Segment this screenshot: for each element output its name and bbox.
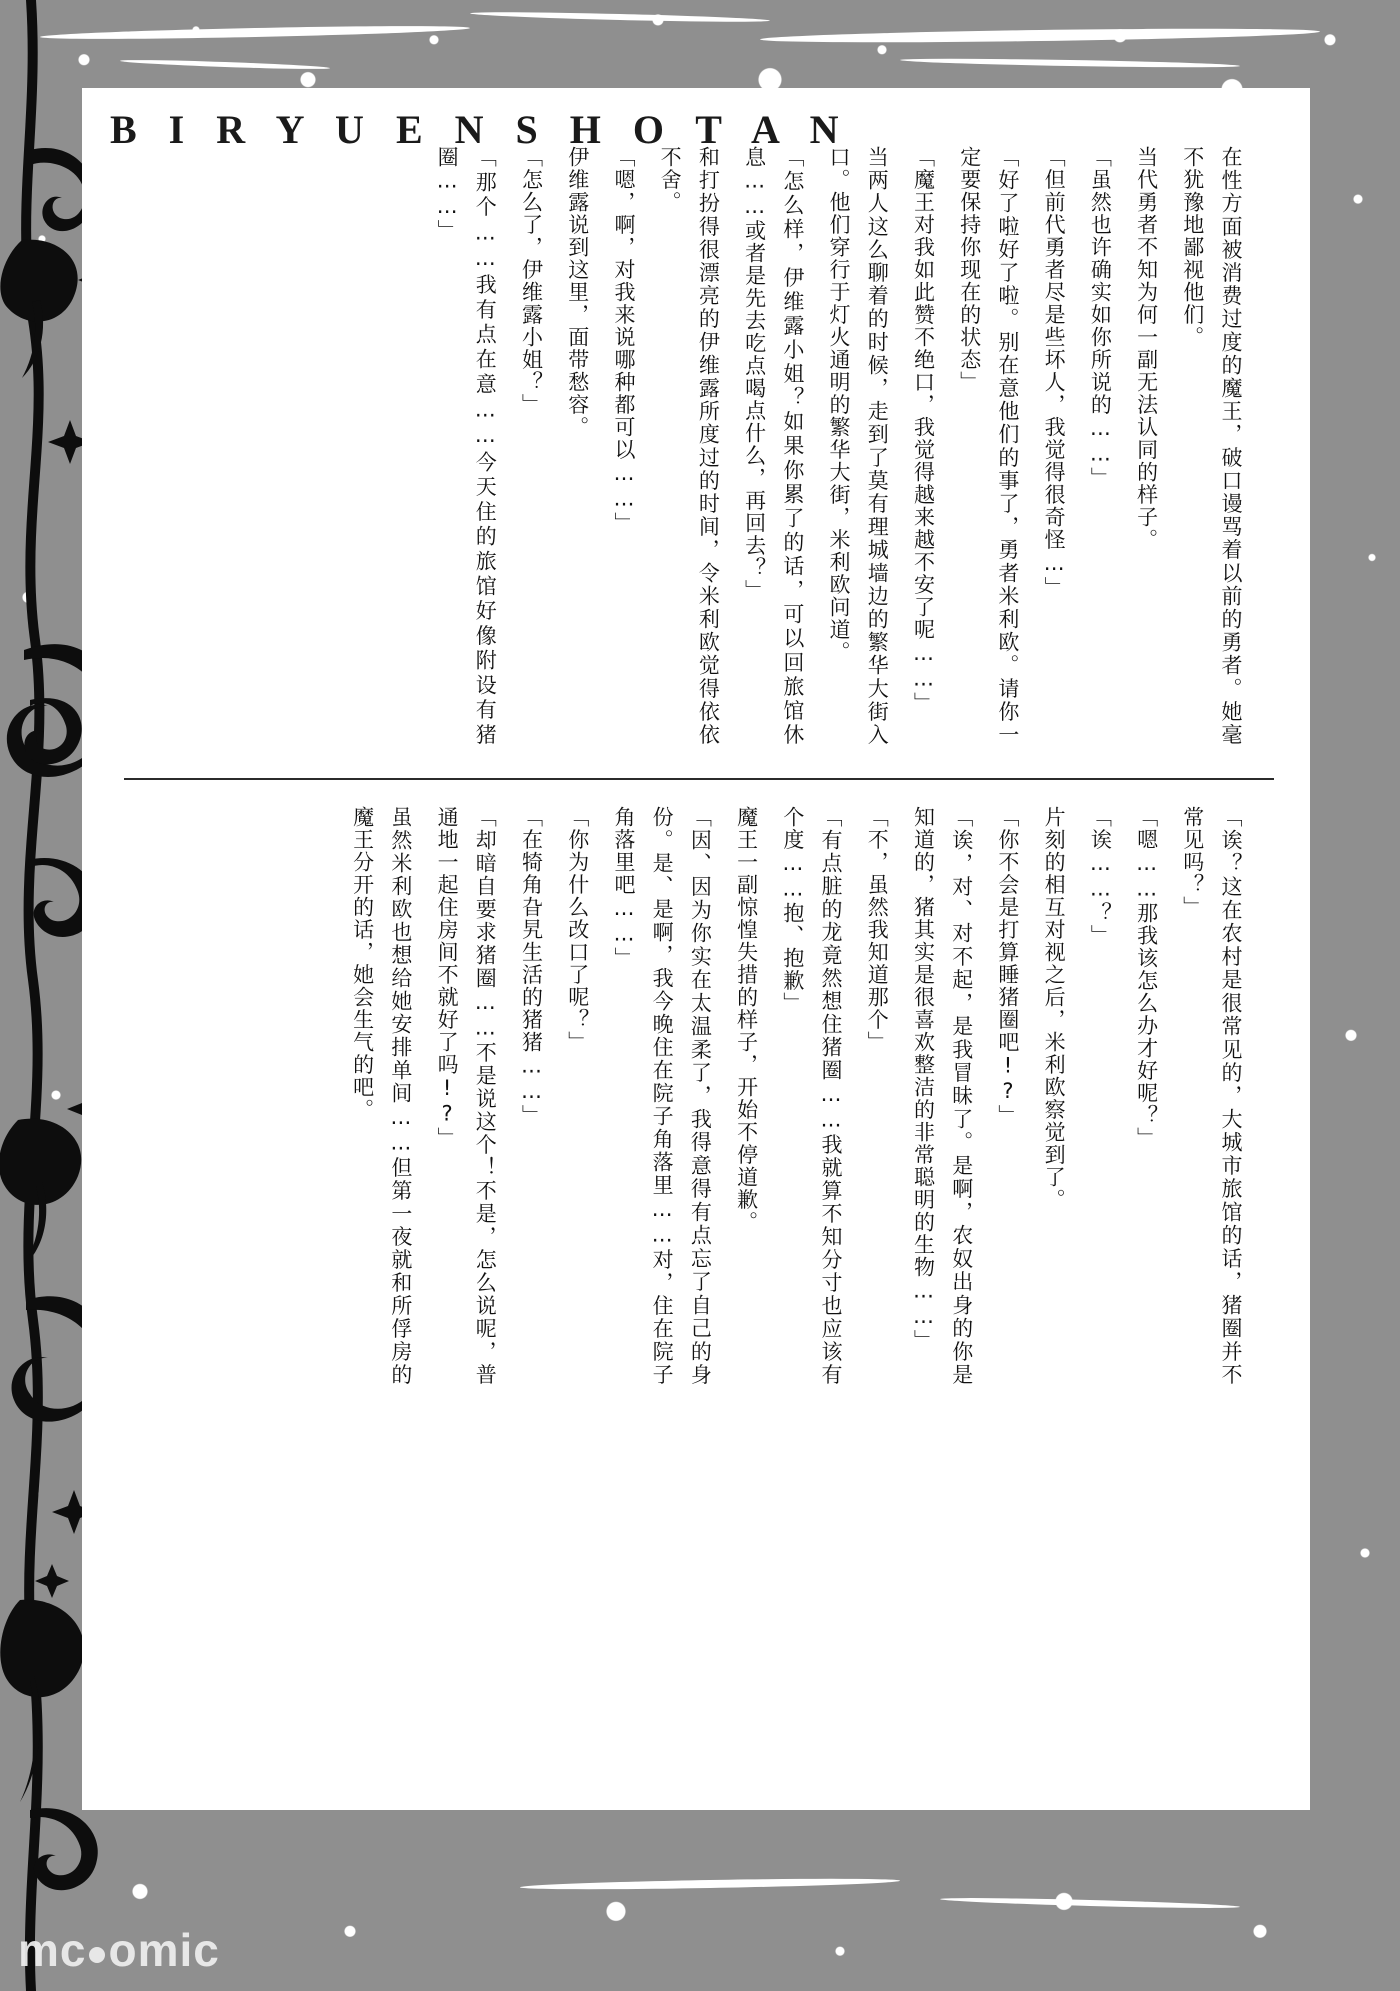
paragraph: 「好了啦好了啦。别在意他们的事了，勇者米利欧。请你一定要保持你现在的状态」 <box>957 146 1020 746</box>
paragraph: 「有点脏的龙竟然想住猪圈……我就算不知分寸也应该有个度……抱、抱歉」 <box>780 806 844 1386</box>
paragraph: 「诶……？」 <box>1088 806 1113 947</box>
paragraph: 「嗯，啊，对我来说哪种都可以……」 <box>611 146 636 535</box>
paragraph: 片刻的相互对视之后，米利欧察觉到了。 <box>1042 806 1067 1211</box>
watermark-dot-icon <box>89 1947 105 1963</box>
paragraph: 伊维露说到这里，面带愁容。 <box>565 146 590 439</box>
paragraph: 「你不会是打算睡猪圈吧!?」 <box>995 806 1020 1127</box>
paragraph: 「因、因为你实在太温柔了，我得意得有点忘了自己的身份。是、是啊，我今晚住在院子角落里……对，住在院子角落里吧……」 <box>611 806 713 1386</box>
paragraph: 魔王一副惊惶失措的样子，开始不停道歉。 <box>734 806 759 1234</box>
paragraph: 「诶？这在农村是很常见的，大城市旅馆的话，猪圈并不常见吗？」 <box>1180 806 1243 1386</box>
content-sheet <box>82 88 1310 1810</box>
watermark <box>18 1923 220 1977</box>
paragraph: 「诶，对、对不起，是我冒昧了。是啊，农奴出身的你是知道的，猪其实是很喜欢整洁的非常聪明的生物……」 <box>911 806 974 1386</box>
paragraph: 「怎么样，伊维露小姐？如果你累了的话，可以回旅馆休息……或者是先去吃点喝点什么，再回去？」 <box>742 146 805 746</box>
paragraph: 「那个……我有点在意……今天住的旅馆好像附设有猪圈……」 <box>435 146 498 746</box>
narrative-block-bottom <box>335 806 1250 1386</box>
paragraph: 「不，虽然我知道那个」 <box>865 806 890 1054</box>
paragraph: 「虽然也许确实如你所说的……」 <box>1088 146 1113 490</box>
paragraph: 「但前代勇者尽是些坏人，我觉得很奇怪…」 <box>1042 146 1067 599</box>
section-divider <box>124 778 1274 780</box>
watermark-left-text: mc <box>18 1924 87 1976</box>
paragraph: 当两人这么聊着的时候，走到了莫有理城墙边的繁华大街入口。他们穿行于灯火通明的繁华大街，米利欧问道。 <box>827 146 890 746</box>
paragraph: 「怎么了，伊维露小姐？」 <box>519 146 544 416</box>
paragraph: 「在犄角旮旯生活的猪猪……」 <box>519 806 544 1127</box>
paragraph: 「你为什么改口了呢？」 <box>565 806 590 1054</box>
paragraph: 「却暗自要求猪圈……不是说这个！不是，怎么说呢，普通地一起住房间不就好了吗!?」 <box>435 806 498 1386</box>
paragraph: 虽然米利欧也想给她安排单间……但第一夜就和所俘房的魔王分开的话，她会生气的吧。 <box>350 806 413 1386</box>
paragraph: 「嗯……那我该怎么办才好呢？」 <box>1134 806 1159 1150</box>
paragraph: 「魔王对我如此赞不绝口，我觉得越来越不安了呢……」 <box>911 146 936 715</box>
page-title: B I R Y U E N S H O T A N <box>110 107 850 152</box>
paragraph: 在性方面被消费过度的魔王，破口谩骂着以前的勇者。她毫不犹豫地鄙视他们。 <box>1180 146 1243 746</box>
narrative-block-top <box>420 146 1250 746</box>
watermark-right-text: omic <box>108 1924 220 1976</box>
paragraph: 当代勇者不知为何一副无法认同的样子。 <box>1134 146 1159 551</box>
paragraph: 和打扮得很漂亮的伊维露所度过的时间，令米利欧觉得依依不舍。 <box>658 146 721 746</box>
